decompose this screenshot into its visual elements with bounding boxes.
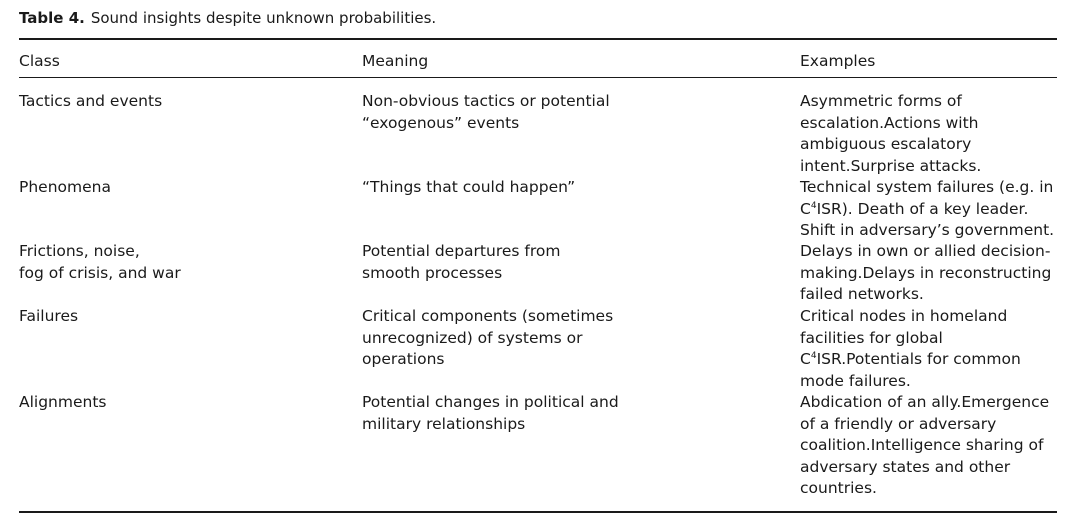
cell-line: Potential changes in political and [362, 393, 619, 411]
cell-line: Tactics and events [19, 92, 163, 110]
column-header-examples: Examples [800, 52, 876, 70]
top-rule [19, 38, 1057, 40]
column-header-class: Class [19, 52, 60, 70]
table-cell-examples [800, 177, 1060, 242]
cell-line: Delays in own or allied decision- [800, 242, 1051, 260]
bottom-rule [19, 511, 1057, 513]
cell-line: failed networks. [800, 285, 924, 303]
table-cell-examples [800, 392, 1060, 500]
cell-line: Technical system failures (e.g. in [800, 178, 1054, 196]
cell-line: Phenomena [19, 178, 111, 196]
table-cell-meaning [362, 177, 772, 199]
cell-line: “Things that could happen” [362, 178, 576, 196]
table-cell-class [19, 91, 339, 113]
table-label: Table 4. [19, 9, 85, 27]
table-cell-examples [800, 306, 1060, 392]
table-cell-class [19, 177, 339, 199]
cell-line: coalition.Intelligence sharing of [800, 436, 1044, 454]
cell-line: countries. [800, 479, 877, 497]
cell-line: Shift in adversary’s government. [800, 221, 1055, 239]
table-cell-examples [800, 91, 1060, 177]
header-rule [19, 77, 1057, 78]
table-cell-class [19, 392, 339, 414]
cell-line: “exogenous” events [362, 113, 520, 132]
cell-line: $C^4ISR.Potentials$ for common [800, 350, 1021, 368]
table-cell-meaning [362, 306, 772, 371]
cell-line: mode failures. [800, 371, 911, 390]
table-cell-meaning [362, 392, 772, 435]
column-header-meaning: Meaning [362, 52, 429, 70]
table-cell-meaning [362, 91, 772, 134]
table-cell-class [19, 241, 339, 284]
table-cell-meaning [362, 241, 772, 284]
table-cell-examples [800, 241, 1060, 306]
cell-line: $C^4ISR$). Death of a key leader. [800, 199, 1029, 218]
cell-line: facilities for global [800, 328, 943, 347]
cell-line: unrecognized) of systems or [362, 328, 583, 347]
cell-line: smooth processes [362, 263, 503, 282]
cell-line: Non-obvious tactics or potential [362, 92, 610, 110]
table-title: Sound insights despite unknown probabilities. [90, 9, 437, 27]
cell-line: Potential departures from [362, 242, 561, 260]
cell-line: military relationships [362, 414, 526, 433]
cell-line: escalation.Actions with [800, 113, 979, 132]
cell-line: Failures [19, 307, 79, 325]
cell-line: Frictions, noise, [19, 242, 140, 260]
table-caption [19, 8, 436, 28]
cell-line: ambiguous escalatory [800, 135, 972, 153]
cell-line: fog of crisis, and war [19, 263, 181, 282]
cell-line: intent.Surprise attacks. [800, 156, 982, 175]
cell-line: operations [362, 350, 445, 368]
cell-line: Abdication of an ally.Emergence [800, 393, 1050, 411]
cell-line: Critical nodes in homeland [800, 307, 1008, 325]
cell-line: making.Delays in reconstructing [800, 263, 1052, 282]
cell-line: Critical components (sometimes [362, 307, 614, 325]
cell-line: adversary states and other [800, 457, 1011, 476]
cell-line: Alignments [19, 393, 107, 411]
cell-line: of a friendly or adversary [800, 414, 997, 433]
cell-line: Asymmetric forms of [800, 92, 962, 110]
table-cell-class [19, 306, 339, 328]
